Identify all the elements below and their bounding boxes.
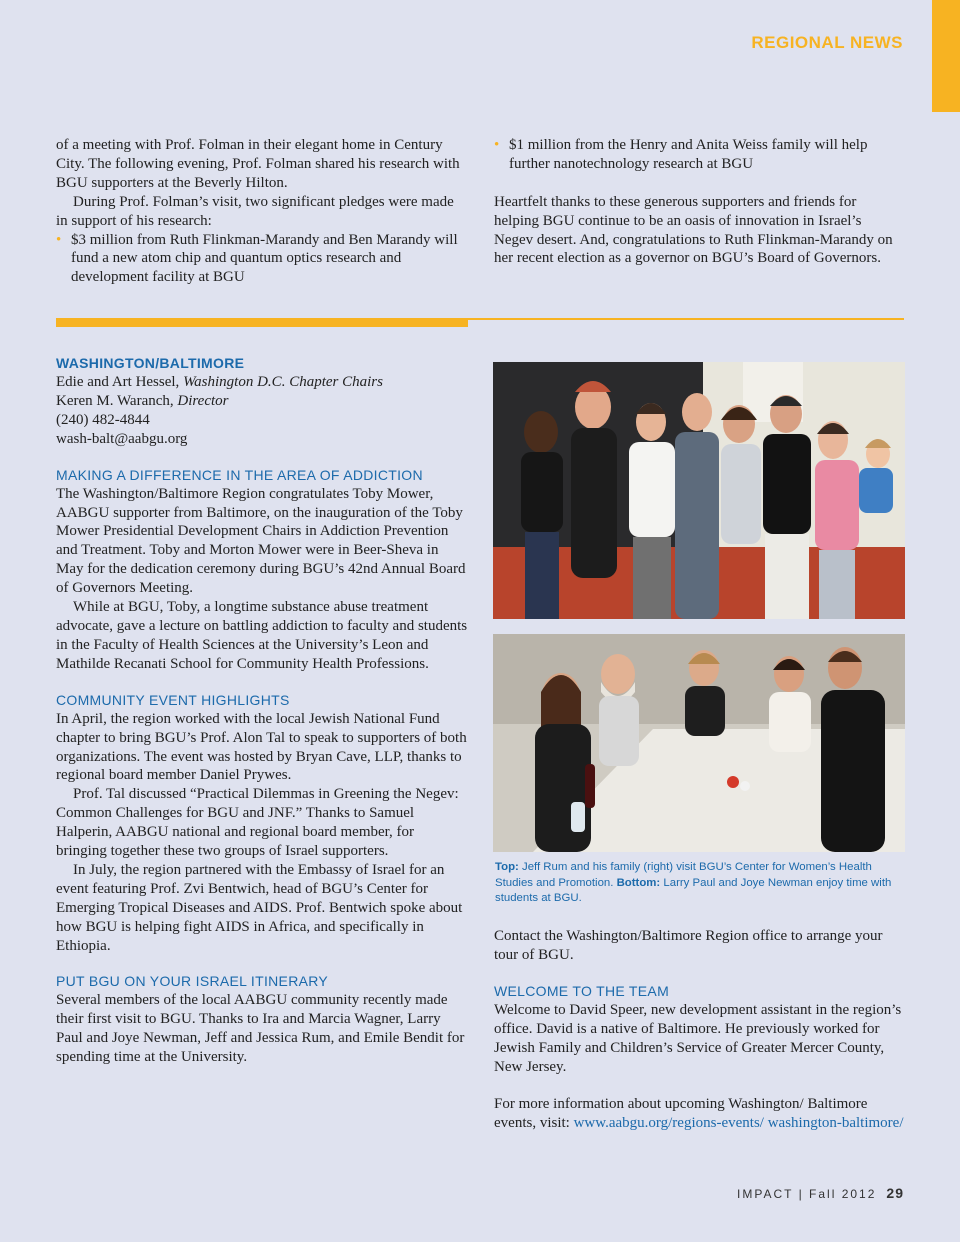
director-name: Keren M. Waranch, bbox=[56, 392, 178, 409]
more-info-paragraph bbox=[494, 1095, 904, 1133]
email-address[interactable]: wash-balt@aabgu.org bbox=[56, 430, 188, 447]
paragraph: Welcome to David Speer, new development assistant in the region’s office. David is a native of Baltimore. He previously worked for Jewish Family and Children’s Service of Greater Mercer County, New Jersey. bbox=[494, 1001, 902, 1075]
caption-top-label: Top: bbox=[495, 861, 519, 873]
bottom-left-column bbox=[56, 354, 468, 1067]
team-heading: WELCOME TO THE TEAM bbox=[494, 982, 670, 999]
photo-caption bbox=[495, 860, 900, 907]
top-right-column bbox=[494, 136, 894, 268]
paragraph: The Washington/Baltimore Region congratulates Toby Mower, AABGU supporter from Baltimore, on the inauguration of the Toby Mower Presidential Development Chairs in Addiction Prevention and Treatment. Toby and Morton Mower were in Beer-Sheva in May for the dedication ceremony during BGU’s 42nd Annual Board of Governors Meeting. bbox=[56, 485, 466, 597]
bullet-item bbox=[56, 231, 468, 288]
paragraph: In July, the region partnered with the Embassy of Israel for an event featuring Prof. Zvi Bentwich, head of BGU’s Center for Emerging Tropical Diseases and AIDS. Prof. Bentwich spoke about how BGU is helping fight AIDS in Africa, and specifically in Ethiopia. bbox=[56, 861, 463, 954]
chairs-title: Washington D.C. Chapter Chairs bbox=[183, 374, 383, 390]
paragraph: In April, the region worked with the local Jewish National Fund chapter to bring BGU’s Prof. Alon Tal to speak to supporters of both organizations. The event was hosted by Bryan Cave, LLP, thanks to regional board member Daniel Prywes. bbox=[56, 710, 467, 784]
photo-students bbox=[493, 634, 905, 852]
director-line bbox=[56, 392, 468, 411]
page-number: 29 bbox=[886, 1185, 904, 1201]
chairs-names: Edie and Art Hessel, bbox=[56, 374, 184, 390]
bullet-icon: • bbox=[56, 231, 62, 248]
phone-number: (240) 482-4844 bbox=[56, 411, 150, 428]
region-heading: WASHINGTON/BALTIMORE bbox=[56, 355, 245, 371]
section-tab-accent bbox=[932, 0, 960, 112]
paragraph: Contact the Washington/Baltimore Region office to arrange your tour of BGU. bbox=[494, 928, 883, 963]
photo-students-image bbox=[493, 634, 905, 852]
director-title: Director bbox=[177, 392, 229, 409]
caption-top-text: Jeff Rum and his family (right) visit BGU’s Center for Women’s Health Studies and Promotion. bbox=[495, 861, 872, 889]
paragraph: During Prof. Folman’s visit, two significant pledges were made in support of his research: bbox=[56, 193, 454, 229]
bullet-text: $1 million from the Henry and Anita Weiss family will help further nanotechnology research at BGU bbox=[509, 137, 868, 172]
section-header: REGIONAL NEWS bbox=[751, 33, 903, 52]
bullet-item bbox=[494, 136, 894, 174]
bottom-right-column bbox=[494, 927, 904, 1133]
caption-bottom-text: Larry Paul and Joye Newman enjoy time with students at BGU. bbox=[495, 876, 892, 904]
paragraph: While at BGU, Toby, a longtime substance abuse treatment advocate, gave a lecture on battling addiction to faculty and students in the Faculty of Health Sciences at the University’s Leon and Mathilde Recanati School for Community Health Professions. bbox=[56, 599, 468, 672]
paragraph: Several members of the local AABGU community recently made their first visit to BGU. Thanks to Ira and Marcia Wagner, Larry Paul and Joye Newman, Jeff and Jessica Rum, and Emile Bendit for spending time at the University. bbox=[56, 992, 465, 1066]
divider-rule-thick bbox=[56, 318, 468, 327]
paragraph: Prof. Tal discussed “Practical Dilemmas in Greening the Negev: Common Challenges for BGU and JNF.” Thanks to Samuel Halperin, AABGU national and regional board member, for bringing together these two groups of Israel supporters. bbox=[56, 786, 459, 860]
caption-bottom-label: Bottom: bbox=[616, 876, 661, 889]
more-info-text: For more information about upcoming Washington/ Baltimore events, visit: bbox=[494, 1096, 868, 1132]
itinerary-heading: PUT BGU ON YOUR ISRAEL ITINERARY bbox=[56, 973, 329, 990]
chairs-line bbox=[56, 373, 468, 392]
page-footer bbox=[737, 1185, 904, 1201]
divider-rule-thin bbox=[468, 318, 904, 320]
community-heading: COMMUNITY EVENT HIGHLIGHTS bbox=[56, 691, 290, 708]
paragraph: Heartfelt thanks to these generous supporters and friends for helping BGU continue to be an oasis of innovation in Israel’s Negev desert. And, congratulations to Ruth Flinkman-Marandy on her recent election as a governor on BGU’s Board of Governors. bbox=[494, 193, 893, 267]
bullet-icon: • bbox=[494, 137, 500, 153]
photo-family-visit bbox=[493, 362, 905, 619]
top-left-column bbox=[56, 136, 468, 287]
photo-family-visit-image bbox=[493, 362, 905, 619]
region-events-link[interactable]: www.aabgu.org/regions-events/ washington-baltimore/ bbox=[573, 1115, 904, 1132]
publication-name: IMPACT | Fall 2012 bbox=[737, 1187, 877, 1201]
addiction-heading: MAKING A DIFFERENCE IN THE AREA OF ADDICTION bbox=[56, 466, 423, 483]
paragraph: of a meeting with Prof. Folman in their elegant home in Century City. The following evening, Prof. Folman shared his research with BGU supporters at the Beverly Hilton. bbox=[56, 137, 460, 191]
bullet-text: $3 million from Ruth Flinkman-Marandy and Ben Marandy will fund a new atom chip and quantum optics research and development facility at BGU bbox=[71, 231, 458, 286]
